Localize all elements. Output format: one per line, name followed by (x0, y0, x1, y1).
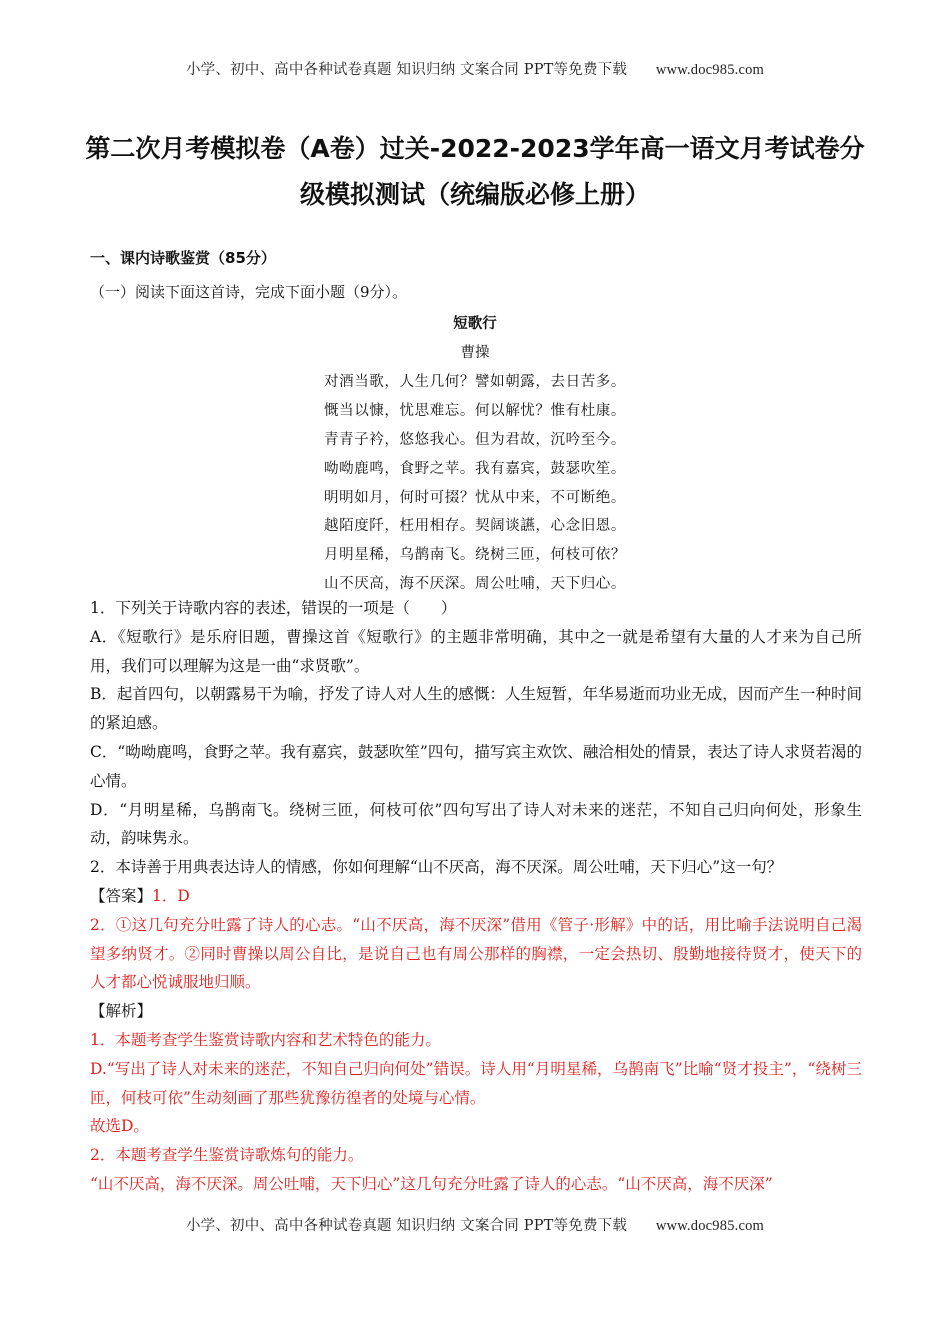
poem-line: 对酒当歌，人生几何？譬如朝露，去日苦多。 (324, 374, 626, 390)
header-site-link[interactable]: www.doc985.com (655, 62, 765, 78)
question-2: 2．本诗善于用典表达诗人的情感，你如何理解“山不厌高，海不厌深。周公吐哺，天下归心”这一句？ (90, 858, 783, 877)
analysis-p3: 故选D。 (90, 1117, 149, 1136)
option-b: B．起首四句，以朝露易干为喻，抒发了诗人对人生的感慨：人生短暂，年华易逝而功业无成，因而产生一种时间的紧迫感。 (90, 685, 862, 733)
poem-line: 山不厌高，海不厌深。周公吐哺，天下归心。 (324, 576, 626, 593)
poem-line: 越陌度阡，枉用相存。契阔谈讌，心念旧恩。 (324, 518, 626, 535)
header-text: 小学、初中、高中各种试卷真题 知识归纳 文案合同 PPT等免费下载 (185, 62, 628, 78)
poem-line: 月明星稀，乌鹊南飞。绕树三匝，何枝可依？ (324, 547, 626, 564)
page-footer (0, 1214, 950, 1235)
option-a: A．《短歌行》是乐府旧题，曹操这首《短歌行》的主题非常明确，其中之一就是希望有大量的人才来为自己所用，我们可以理解为这是一曲“求贤歌”。 (90, 627, 862, 675)
answer-2: 2．①这几句充分吐露了诗人的心志。“山不厌高，海不厌深”借用《管子·形解》中的话，用比喻手法说明自己渴望多纳贤才。②同时曹操以周公自比，是说自己也有周公那样的胸襟，一定会热切、殷勤地接待贤才，使天下的人才都心悦诚服地归顺。 (90, 915, 862, 992)
poem-line: 呦呦鹿鸣，食野之苹。我有嘉宾，鼓瑟吹笙。 (324, 460, 626, 477)
footer-text: 小学、初中、高中各种试卷真题 知识归纳 文案合同 PPT等免费下载 (185, 1218, 628, 1234)
analysis-label: 【解析】 (90, 1002, 153, 1021)
answer-line (90, 882, 862, 911)
answer-label: 【答案】 (90, 886, 153, 905)
poem-line: 慨当以慷，忧思难忘。何以解忧？惟有杜康。 (324, 402, 626, 419)
page-header (0, 58, 950, 79)
analysis-p2: D.“写出了诗人对未来的迷茫，不知自己归向何处”错误。诗人用“月明星稀，乌鹊南飞”比喻“贤才投主”，“绕树三匝，何枝可依”生动刻画了那些犹豫彷徨者的处境与心情。 (90, 1059, 862, 1107)
poem-author: 曹操 (460, 345, 490, 361)
section-heading: 一、课内诗歌鉴赏（85分） (90, 249, 276, 267)
poem-line: 青青子衿，悠悠我心。但为君故，沉吟至今。 (324, 431, 626, 448)
document-title (60, 126, 890, 218)
instruction: （一）阅读下面这首诗，完成下面小题（9分）。 (90, 283, 408, 301)
title-line-2: 级模拟测试（统编版必修上册） (299, 180, 650, 209)
poem-title: 短歌行 (453, 316, 497, 332)
option-c: C．“呦呦鹿鸣，食野之苹。我有嘉宾，鼓瑟吹笙”四句，描写宾主欢饮、融洽相处的情景，表达了诗人求贤若渴的心情。 (90, 742, 862, 790)
poem-line: 明明如月，何时可掇？忧从中来，不可断绝。 (324, 489, 626, 506)
answer-1: 1．D (152, 886, 190, 905)
option-d: D．“月明星稀，乌鹊南飞。绕树三匝，何枝可依”四句写出了诗人对未来的迷茫，不知自己归向何处，形象生动，韵味隽永。 (90, 800, 862, 848)
questions-and-answers (90, 594, 862, 1199)
footer-site-link[interactable]: www.doc985.com (655, 1218, 765, 1234)
analysis-p1: 1．本题考查学生鉴赏诗歌内容和艺术特色的能力。 (90, 1030, 441, 1049)
analysis-p4: 2．本题考查学生鉴赏诗歌炼句的能力。 (90, 1146, 364, 1165)
question-1: 1．下列关于诗歌内容的表述，错误的一项是（ ） (90, 599, 457, 617)
poem-body (0, 368, 950, 599)
analysis-p5: “山不厌高，海不厌深。周公吐哺，天下归心”这几句充分吐露了诗人的心志。“山不厌高，海不厌深” (90, 1174, 773, 1193)
title-line-1: 第二次月考模拟卷（A卷）过关-2022-2023学年高一语文月考试卷分 (85, 134, 865, 163)
